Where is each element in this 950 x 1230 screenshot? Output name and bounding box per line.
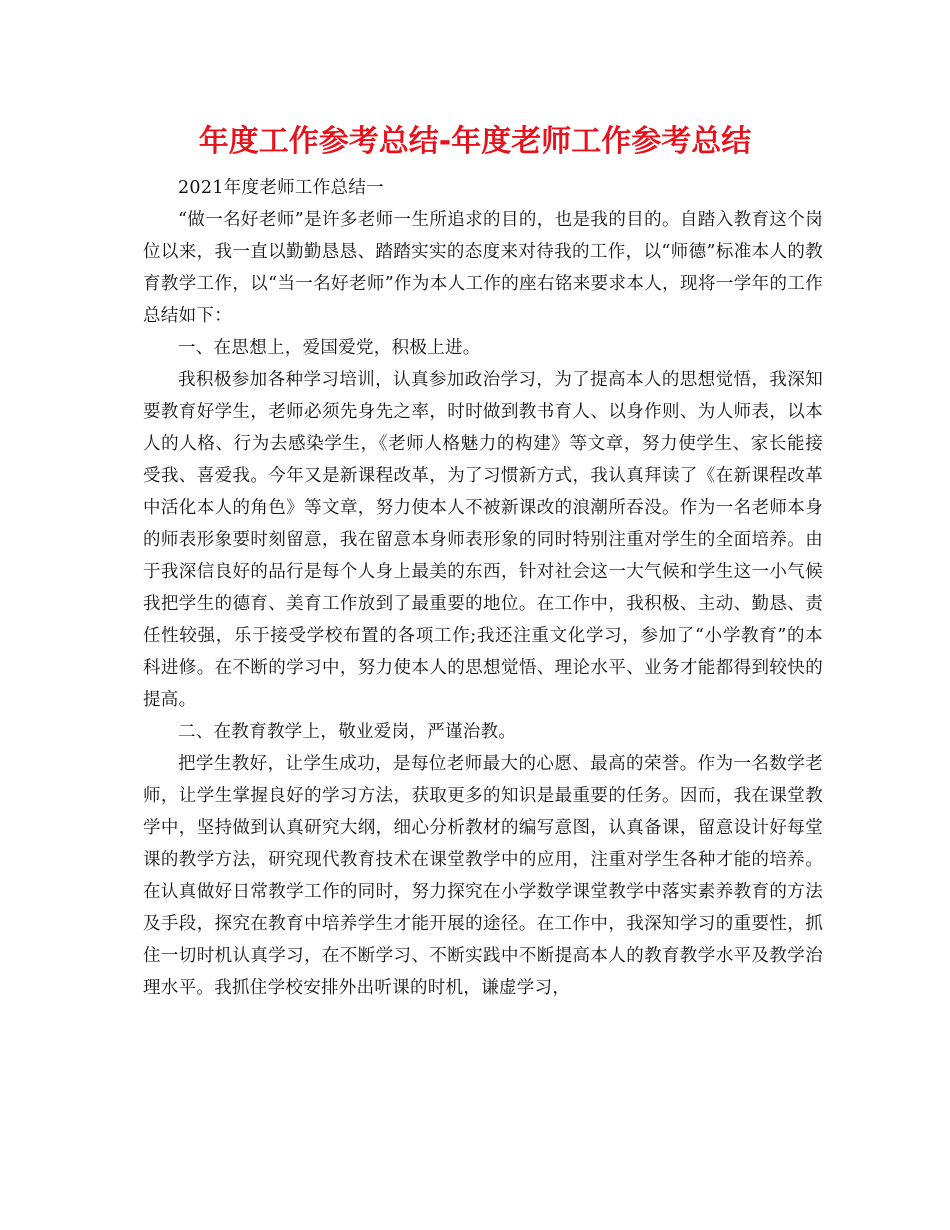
- section-heading-2: 二、在教育教学上，敬业爱岗，严谨治教。: [178, 722, 517, 742]
- paragraph-section-1: 我积极参加各种学习培训，认真参加政治学习，为了提高本人的思想觉悟，我深知要教育好学生，老师必须先身先之率，时时做到教书育人、以身作则、为人师表，以本人的人格、行为去感染学生，《老师人格魅力的构建》等文章，努力使学生、家长能接受我、喜爱我。今年又是新课程改革，为了习惯新方式，我认真拜读了《在新课程改革中活化本人的角色》等文章，努力使本人不被新课改的浪潮所吞没。作为一名老师本身的师表形象要时刻留意，我在留意本身师表形象的同时特别注重对学生的全面培养。由于我深信良好的品行是每个人身上最美的东西，针对社会这一大气候和学生这一小气候我把学生的德育、美育工作放到了最重要的地位。在工作中，我积极、主动、勤恳、责任性较强，乐于接受学校布置的各项工作;我还注重文化学习，参加了“小学教育”的本科进修。在不断的学习中，努力使本人的思想觉悟、理论水平、业务才能都得到较快的提高。: [143, 370, 823, 710]
- document-title: 年度工作参考总结-年度老师工作参考总结: [198, 124, 752, 159]
- document-body: [143, 172, 823, 1004]
- section-heading-1: 一、在思想上，爱国爱党，积极上进。: [178, 338, 481, 358]
- paragraph-intro: “做一名好老师”是许多老师一生所追求的目的，也是我的目的。自踏入教育这个岗位以来，我一直以勤勤恳恳、踏踏实实的态度来对待我的工作，以“师德”标准本人的教育教学工作，以“当一名好老师”作为本人工作的座右铭来要求本人，现将一学年的工作总结如下：: [143, 210, 823, 326]
- paragraph-subtitle: 2021年度老师工作总结一: [178, 178, 384, 198]
- paragraph-section-2: 把学生教好，让学生成功，是每位老师最大的心愿、最高的荣誉。作为一名数学老师，让学生掌握良好的学习方法，获取更多的知识是最重要的任务。因而，我在课堂教学中，坚持做到认真研究大纲，细心分析教材的编写意图，认真备课，留意设计好每堂课的教学方法，研究现代教育技术在课堂教学中的应用，注重对学生各种才能的培养。在认真做好日常教学工作的同时，努力探究在小学数学课堂教学中落实素养教育的方法及手段，探究在教育中培养学生才能开展的途径。在工作中，我深知学习的重要性，抓住一切时机认真学习，在不断学习、不断实践中不断提高本人的教育教学水平及教学治理水平。我抓住学校安排外出听课的时机，谦虚学习，: [143, 754, 823, 998]
